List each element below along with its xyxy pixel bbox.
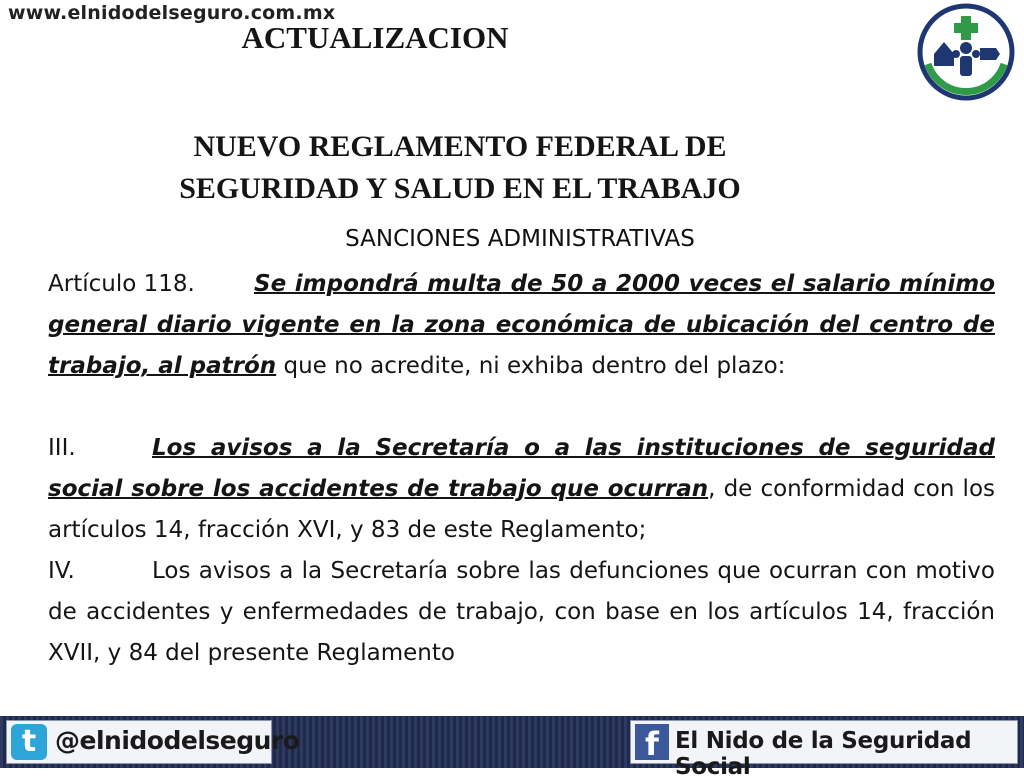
page-title-line-1: NUEVO REGLAMENTO FEDERAL DE [193,130,727,163]
article-emphasis: Se impondrá multa de 50 a 2000 veces el salario mínimo general diario vigente en la zona económica de ubicación del centro de trabajo, al patrón [48,271,995,379]
item-emphasis: Los avisos a la Secretaría o a las instituciones de seguridad social sobre los accidentes de trabajo que ocurran [48,435,995,502]
family-health-logo-icon [916,2,1016,102]
article-body [48,264,995,674]
article-paragraph [48,264,995,387]
item-numeral: III. [48,435,76,461]
article-label: Artículo 118. [48,271,195,297]
item-text: Los avisos a la Secretaría sobre las defunciones que ocurran con motivo de accidentes y enfermedades de trabajo, con base en los artículos 14, fracción XVII, y 84 del presente Reglamento [48,558,995,666]
facebook-icon: f [635,724,669,760]
update-heading: ACTUALIZACION [241,20,509,55]
site-url: www.elnidodelseguro.com.mx [8,2,336,24]
item-numeral: IV. [48,558,75,584]
twitter-link[interactable] [6,720,300,764]
list-item [48,551,995,674]
list-item [48,428,995,551]
item-text: , de conformidad con los artículos 14, fracción XVI, y 83 de este Reglamento; [48,476,996,543]
twitter-handle: @elnidodelseguro [55,726,300,755]
facebook-name: El Nido de la Seguridad Social [675,728,972,780]
facebook-link[interactable] [630,720,1018,780]
twitter-icon: t [11,724,47,760]
article-rest: que no acredite, ni exhiba dentro del plazo: [276,353,786,379]
page-title-line-2: SEGURIDAD Y SALUD EN EL TRABAJO [179,172,741,205]
section-title: SANCIONES ADMINISTRATIVAS [345,226,695,252]
page-title [60,126,860,210]
footer-banner [0,716,1024,780]
